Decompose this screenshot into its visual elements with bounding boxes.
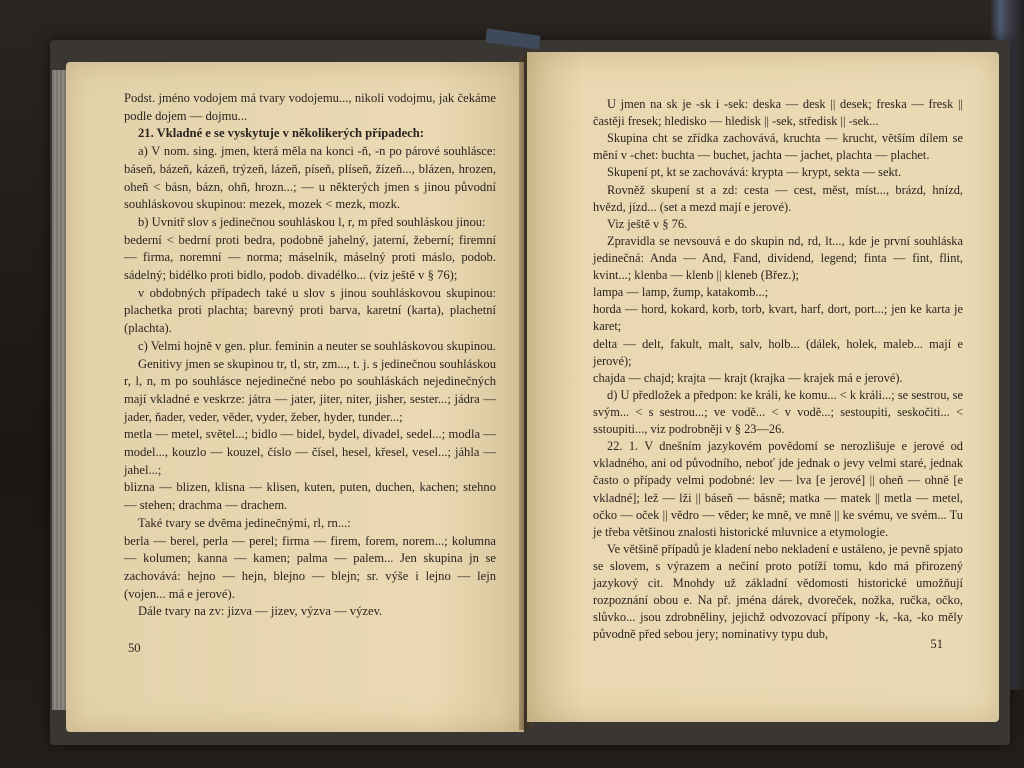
paragraph: d) U předložek a předpon: ke králi, ke komu... < k králi...; se sestrou, se svým... < s sestrou...; ve vodě... < v vodě...; sestoupiti, seskočiti... < sstoupiti..., viz podrobněji v § 23—26.	[593, 387, 963, 437]
paragraph: c) Velmi hojně v gen. plur. feminin a neuter se souhláskovou skupinou.	[138, 338, 496, 353]
paragraph: bederní < bedrní proti bedra, podobně jahelný, jaterní, žeberní; firemní — firma, noremní — norma; máselník, máselný proti máslo, podob. sádelný; bidélko proti bidlo, podob. divadélko... (viz ještě v § 76);	[124, 232, 496, 283]
right-page-text	[593, 96, 963, 644]
paragraph: a) V nom. sing. jmen, která měla na konci -ň, -n po párové souhlásce: báseň, bázeň, kázeň, trýzeň, lázeň, píseň, plíseň, žízeň..., blázen, hrozen, oheň < básn, bázn, ohň, hrozn...; — u některých jmen s jinou původní souhláskovou skupinou: mezek, mozek < mezk, mozk.	[124, 144, 496, 212]
paragraph: horda — hord, kokard, korb, torb, kvart, harf, dort, port...; jen ke karta je karet;	[593, 302, 963, 334]
paragraph: Genitivy jmen se skupinou tr, tl, str, zm..., t. j. s jedinečnou souhláskou r, l, n, m po souhlásce nejedinečné nebo po souhláskách nejedinečných mají vkladné e veskrze: játra — jater, jiter, niter, jisher, sester...; jádra — jader, ňader, veder, věder, vyder, žeber, hyder, tunder...;	[124, 356, 496, 424]
paragraph: metla — metel, světel...; bidlo — bidel, bydel, divadel, sedel...; modla — model..., kouzlo — kouzel, číslo — čísel, hesel, křesel, vesel...; jáhla — jahel...;	[124, 427, 496, 477]
paragraph: Také tvary se dvěma jedinečnými, rl, rn...:	[138, 515, 351, 530]
paragraph: Viz ještě v § 76.	[607, 216, 688, 231]
paragraph: Skupení pt, kt se zachovává: krypta — krypt, sekta — sekt.	[607, 165, 902, 180]
paragraph: b) Uvnitř slov s jedinečnou souhláskou l, r, m před souhláskou jinou:	[138, 214, 486, 229]
paragraph: Podst. jméno vodojem má tvary vodojemu..., nikoli vodojmu, jak čekáme podle dojem — dojmu...	[124, 91, 496, 123]
paragraph: Zpravidla se nevsouvá e do skupin nd, rd, lt..., kde je první souhláska jedinečná: Anda — And, Fand, dividend, legend; finta — fint, flint, kvint...; klenba — klenb || kleneb (Břez.);	[593, 233, 963, 283]
page-number: 51	[930, 637, 943, 651]
paragraph: berla — berel, perla — perel; firma — firem, forem, norem...; kolumna — kolumen; kanna — kamen; palma — palem... Jen skupina jn se zachovává: hejno — hejn, blejno — blejn; sr. výše i lejno — lejn (vojen... má e jerové).	[124, 533, 496, 601]
left-page	[66, 62, 524, 732]
paragraph: Dále tvary na zv: jizva — jizev, výzva — výzev.	[138, 604, 383, 619]
right-page	[527, 52, 999, 722]
paragraph: Ve většině případů je kladení nebo nekladení e ustáleno, je pevně spjato se slovem, s výrazem a nečiní proto potíží tomu, kdo má přirozený jazykový cit. Mnohdy už základní vědomosti historické umožňují rozpoznání obou e. Na př. jména dárek, dvoreček, nožka, ručka, očko, slůvko... jsou zdrobněliny, jejichž odvozovací přípony -k, -ka, -ko měly původně před sebou jery; nominativy typu dub,	[593, 541, 963, 642]
paragraph: blizna — blizen, klisna — klisen, kuten, puten, duchen, kachen; stehno — stehen; drachma — drachem.	[124, 480, 496, 513]
section-paragraph: 22. 1. V dnešním jazykovém povědomí se nerozlišuje e jerové od vkladného, ani od původního, neboť jde jednak o jevy velmi staré, jednak často o případy velmi podobné: lev — lva [e jerové] || oheň — ohně [e vkladné]; lež — lži || báseň — básně; matka — matek || metla — metel, očko — oček || vědro — věder; ke mně, ve mně || ke svému, ve svém... Tu je třeba většinou znalosti historické mluvnice a etymologie.	[593, 439, 963, 539]
paragraph: lampa — lamp, žump, katakomb...;	[593, 285, 769, 300]
paragraph: Skupina cht se zřídka zachovává, kruchta — krucht, větším dílem se mění v -chet: buchta — buchet, jachta — jachet, plachta — plachet.	[593, 131, 963, 163]
paragraph: delta — delt, fakult, malt, salv, holb... (dálek, holek, maleb... mají e jerové);	[593, 336, 963, 368]
paragraph: v obdobných případech také u slov s jinou souhláskovou skupinou: plachetka proti plachta; barevný proti barva, karetní (karta), plachetní (plachta).	[124, 285, 496, 336]
paragraph: U jmen na sk je -sk i -sek: deska — desk || desek; freska — fresk || častěji fresek; hledisko — hledisk || -sek, středisk || -sek...	[593, 97, 963, 129]
paragraph: Rovněž skupení st a zd: cesta — cest, měst, míst..., brázd, hnízd, hvězd, jízd... (set a mezd mají e jerové).	[593, 182, 963, 214]
left-page-text	[124, 90, 496, 621]
page-number: 50	[128, 641, 141, 655]
section-heading: 21. Vkladné e se vyskytuje v několikerých případech:	[138, 126, 424, 141]
paragraph: chajda — chajd; krajta — krajt (krajka — krajek má e jerové).	[593, 370, 903, 385]
